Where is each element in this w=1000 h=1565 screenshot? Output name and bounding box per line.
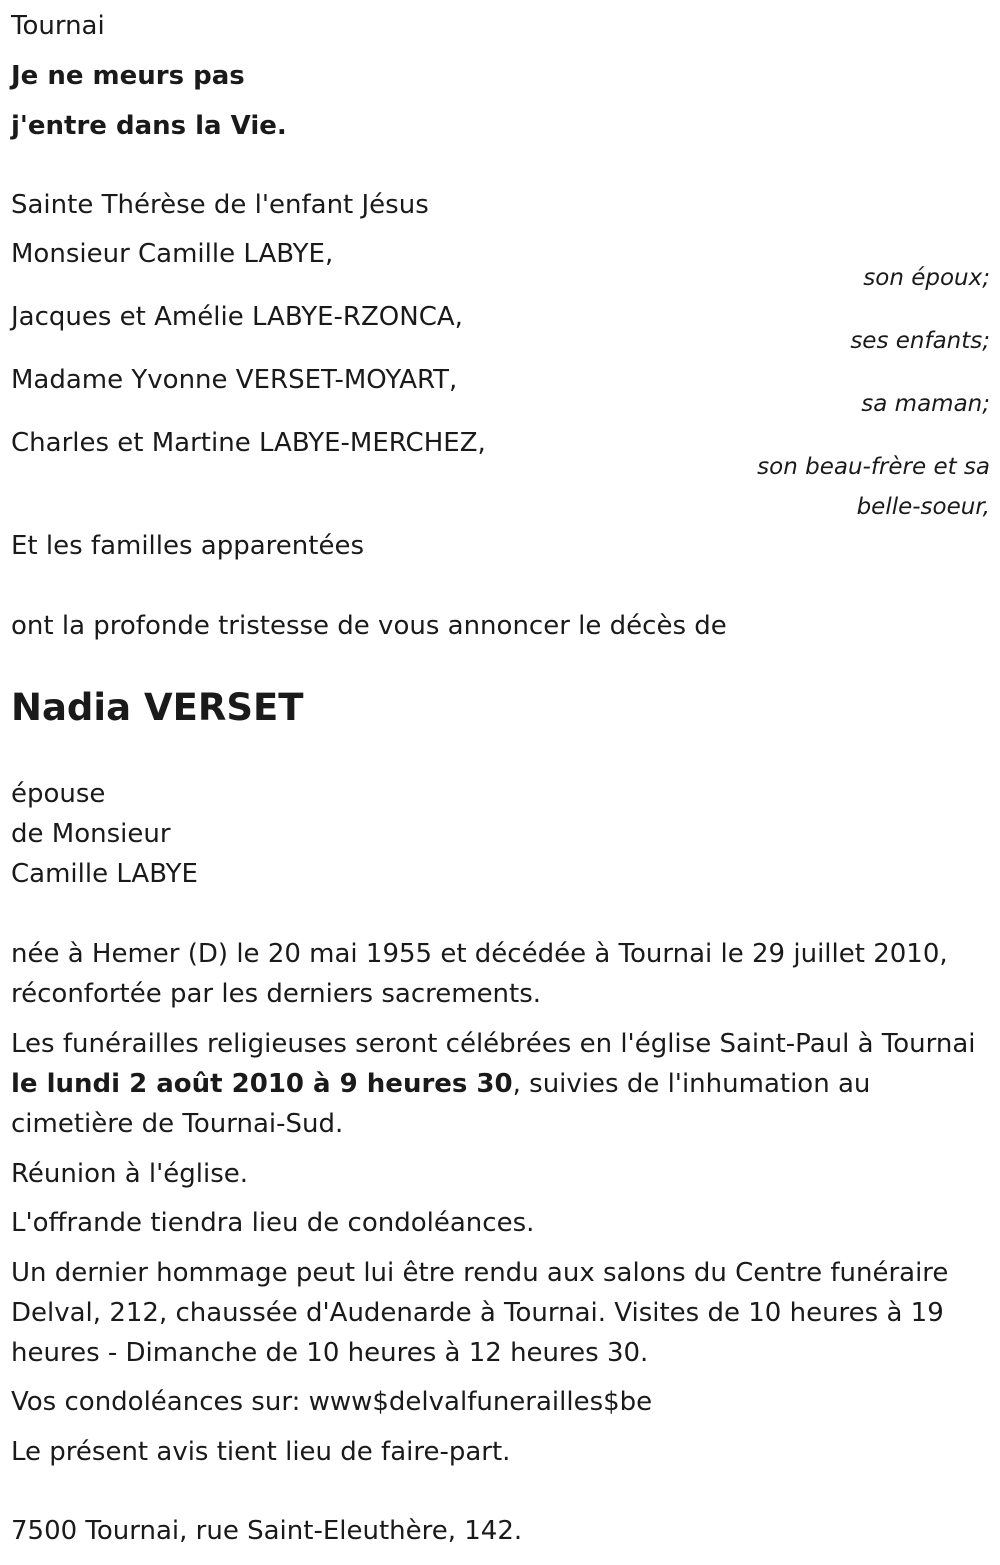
family-member-name: Monsieur Camille LABYE, — [11, 239, 334, 269]
family-member-relation-cont: belle-soeur, — [856, 494, 990, 520]
quote-line-2: j'entre dans la Vie. — [11, 111, 287, 141]
address: 7500 Tournai, rue Saint-Eleuthère, 142. — [11, 1516, 523, 1546]
funeral-text-part2: , suivies de l'inhumation au cimetière de Tournai-Sud. — [11, 1069, 871, 1139]
spouse-line-1: épouse — [11, 779, 106, 809]
meeting-paragraph: Réunion à l'église. — [11, 1159, 249, 1189]
related-families: Et les familles apparentées — [11, 531, 365, 561]
notice-paragraph: Le présent avis tient lieu de faire-part. — [11, 1437, 511, 1467]
family-member-relation: sa maman; — [861, 391, 990, 417]
spouse-line-3: Camille LABYE — [11, 859, 198, 889]
funeral-text-part1: Les funérailles religieuses seront célébrées en l'église Saint-Paul à Tournai — [11, 1029, 976, 1059]
funeral-date: le lundi 2 août 2010 à 9 heures 30 — [11, 1069, 513, 1099]
family-member-relation: son beau-frère et sa — [757, 454, 990, 480]
family-member-relation: son époux; — [863, 265, 990, 291]
city-header: Tournai — [11, 11, 105, 41]
deceased-name: Nadia VERSET — [11, 686, 304, 729]
offering-paragraph: L'offrande tiendra lieu de condoléances. — [11, 1208, 535, 1238]
birth-death-paragraph: née à Hemer (D) le 20 mai 1955 et décédée à Tournai le 29 juillet 2010, réconfortée par les derniers sacrements. — [11, 939, 948, 1009]
family-member-relation: ses enfants; — [850, 328, 990, 354]
family-member-name: Charles et Martine LABYE-MERCHEZ, — [11, 428, 486, 458]
family-member-name: Jacques et Amélie LABYE-RZONCA, — [11, 302, 463, 332]
quote-line-1: Je ne meurs pas — [11, 61, 245, 91]
spouse-line-2: de Monsieur — [11, 819, 171, 849]
announcement-text: ont la profonde tristesse de vous annoncer le décès de — [11, 611, 727, 641]
quote-author: Sainte Thérèse de l'enfant Jésus — [11, 190, 429, 220]
family-member-name: Madame Yvonne VERSET-MOYART, — [11, 365, 458, 395]
condolences-paragraph: Vos condoléances sur: www$delvalfunerailles$be — [11, 1387, 653, 1417]
funeral-paragraph — [11, 1024, 991, 1144]
visits-paragraph: Un dernier hommage peut lui être rendu aux salons du Centre funéraire Delval, 212, chaussée d'Audenarde à Tournai. Visites de 10 heures à 19 heures - Dimanche de 10 heures à 12 heures 30. — [11, 1258, 949, 1368]
